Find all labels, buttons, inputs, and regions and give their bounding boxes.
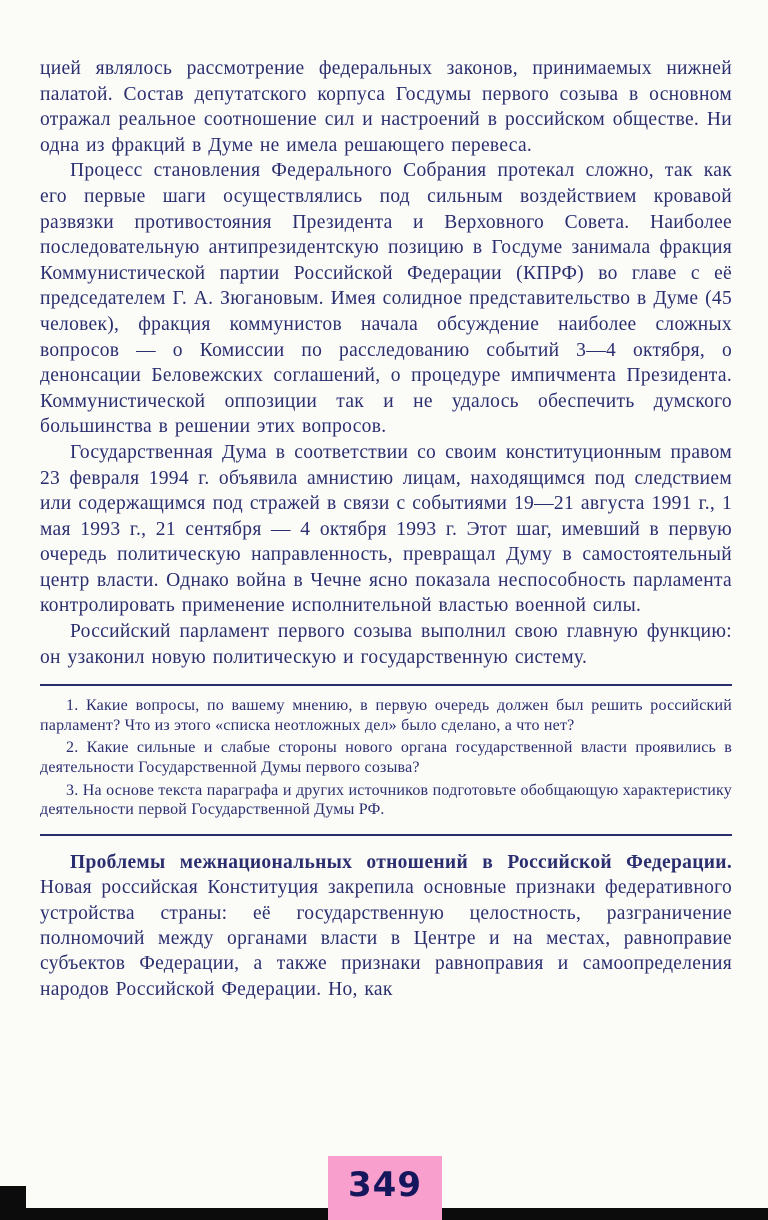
main-text-block xyxy=(40,56,732,670)
page-content xyxy=(40,56,732,1002)
question-item: 2. Какие сильные и слабые стороны нового органа государственной власти проявились в деятельности Государственной Думы первого созыва? xyxy=(40,739,732,777)
page-number: 349 xyxy=(348,1165,422,1205)
body-paragraph: цией являлось рассмотрение федеральных законов, принимаемых нижней палатой. Состав депутатского корпуса Госдумы первого созыва в основном отражал реальное соотношение сил и настроений в российском обществе. Ни одна из фракций в Думе не имела решающего перевеса. xyxy=(40,58,732,156)
text-rule-bottom xyxy=(40,834,732,836)
body-paragraph: Государственная Дума в соответствии со своим конституционным правом 23 февраля 1994 г. объявила амнистию лицам, находящимся под следствием или содержащимся под стражей в связи с событиями 19—21 августа 1991 г., 1 мая 1993 г., 21 сентября — 4 октября 1993 г. Этот шаг, имевший в первую очередь политическую направленность, превращал Думу в самостоятельный центр власти. Однако война в Чечне ясно показала неспособность парламента контролировать применение исполнительной властью военной силы. xyxy=(40,441,732,617)
questions-block xyxy=(40,696,732,820)
section-paragraph xyxy=(40,850,732,1002)
body-paragraph: Процесс становления Федерального Собрания протекал сложно, так как его первые шаги осуществлялись под сильным воздействием кровавой развязки противостояния Президента и Верховного Совета. Наиболее последовательную антипрезидентскую позицию в Госдуме занимала фракция Коммунистической партии Российской Федерации (КПРФ) во главе с её председателем Г. А. Зюгановым. Имея солидное представительство в Думе (45 человек), фракция коммунистов начала обсуждение наиболее сложных вопросов — о Комиссии по расследованию событий 3—4 октября, о денонсации Беловежских соглашений, о процедуре импичмента Президента. Коммунистической оппозиции так и не удалось обеспечить думского большинства в решении этих вопросов. xyxy=(40,160,732,438)
page-number-badge xyxy=(328,1156,442,1220)
section-heading: Проблемы межнациональных отношений в Российской Федерации. xyxy=(70,851,732,873)
text-rule-top xyxy=(40,684,732,686)
body-paragraph: Российский парламент первого созыва выполнил свою главную функцию: он узаконил новую политическую и государственную систему. xyxy=(40,621,732,668)
scan-corner-smudge xyxy=(0,1186,26,1220)
section-text: Новая российская Конституция закрепила основные признаки федеративного устройства страны: её государственную целостность, разграничение полномочий между органами власти в Центре и на местах, равноправие субъектов Федерации, а также признаки равноправия и самоопределения народов Российской Федерации. Но, как xyxy=(40,877,732,1000)
question-item: 3. На основе текста параграфа и других источников подготовьте обобщающую характеристику деятельности первой Государственной Думы РФ. xyxy=(40,781,732,819)
question-item: 1. Какие вопросы, по вашему мнению, в первую очередь должен был решить российский парламент? Что из этого «списка неотложных дел» было сделано, а что нет? xyxy=(40,697,732,734)
